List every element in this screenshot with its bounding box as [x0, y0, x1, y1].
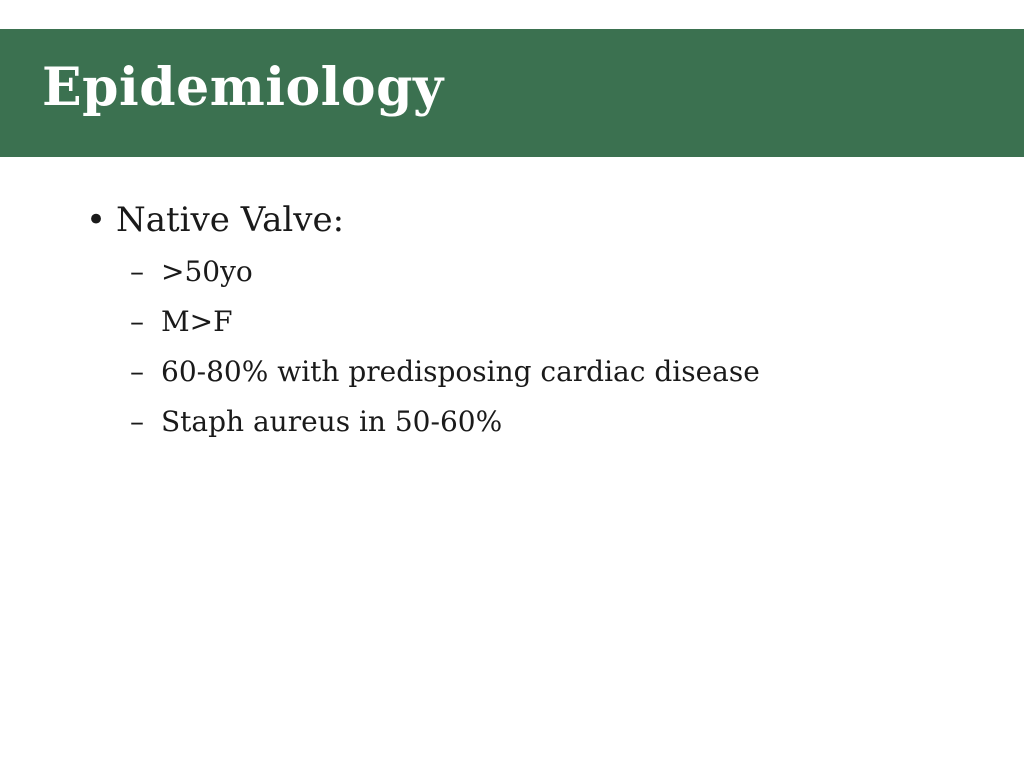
sub-bullet-text: >50yo	[161, 255, 253, 288]
slide-title: Epidemiology	[42, 57, 444, 118]
dash-marker: –	[130, 355, 144, 388]
bullet-item	[86, 200, 344, 240]
dash-marker: –	[130, 305, 144, 338]
dash-marker: –	[130, 405, 144, 438]
bullet-marker: •	[86, 200, 107, 240]
sub-bullet-text: Staph aureus in 50-60%	[161, 405, 503, 438]
sub-bullet-item	[130, 404, 760, 454]
sub-bullet-list	[130, 254, 760, 454]
dash-marker: –	[130, 255, 144, 288]
sub-bullet-item	[130, 304, 760, 354]
sub-bullet-item	[130, 354, 760, 404]
sub-bullet-text: M>F	[161, 305, 233, 338]
sub-bullet-item	[130, 254, 760, 304]
sub-bullet-text: 60-80% with predisposing cardiac disease	[161, 355, 760, 388]
bullet-text: Native Valve:	[116, 200, 345, 240]
